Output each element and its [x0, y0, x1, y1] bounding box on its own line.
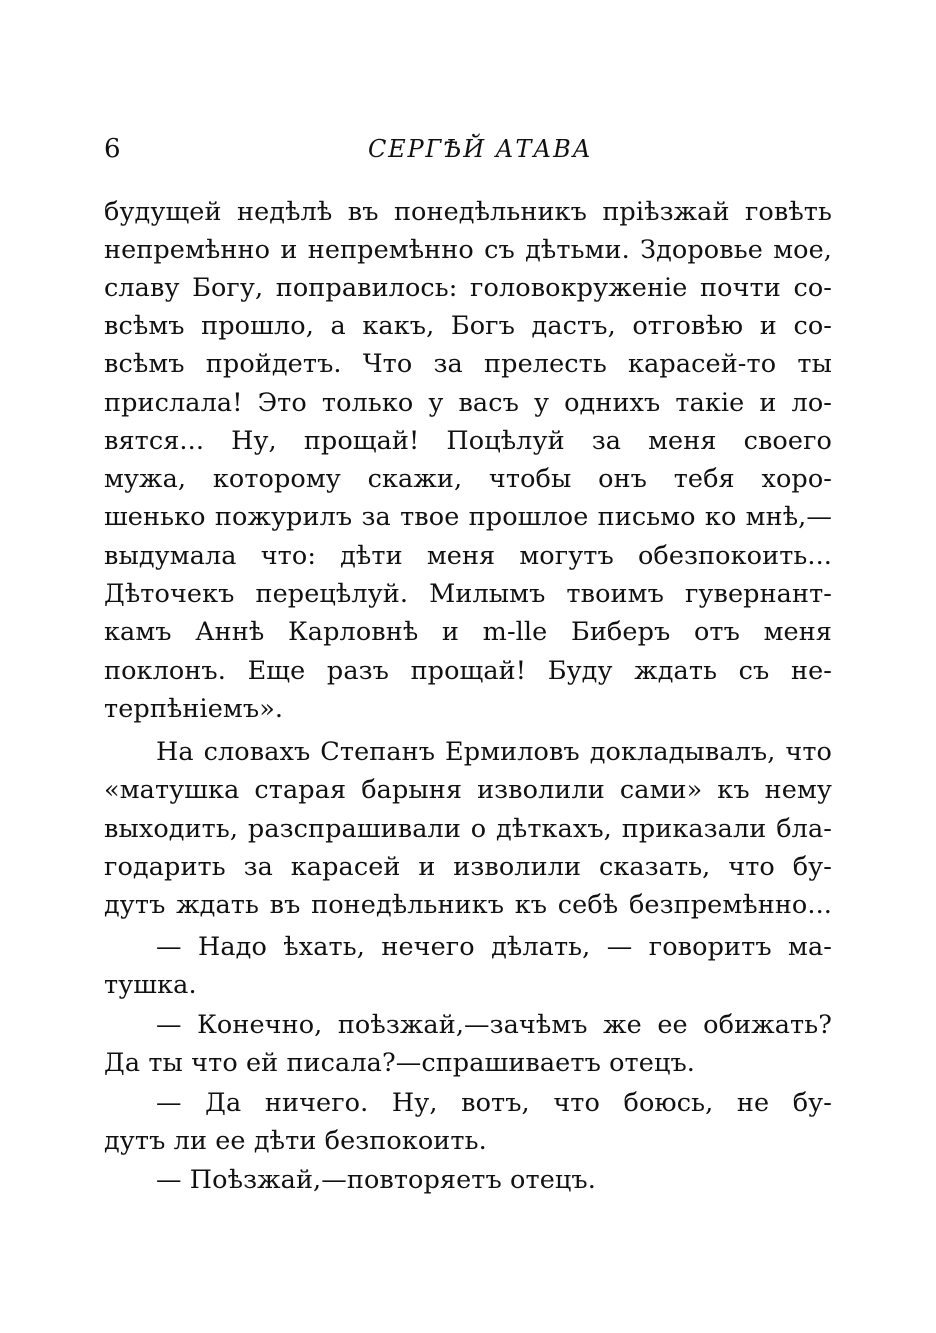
text-line: Да ты что ей писала?—спрашиваетъ отецъ. — [104, 1048, 695, 1078]
text-line: поклонъ. Еще разъ прощай! Буду ждать съ не- — [104, 656, 832, 686]
text-line: славу Богу, поправилось: головокруженіе почти со- — [104, 273, 832, 303]
text-line: камъ Аннѣ Карловнѣ и m-lle Биберъ отъ меня — [104, 617, 832, 647]
text-line: прислала! Это только у васъ у однихъ такіе и ло- — [104, 388, 832, 418]
text-line: шенько пожурилъ за твое прошлое письмо ко мнѣ,— — [104, 502, 832, 532]
text-line: «матушка старая барыня изволили сами» къ нему — [104, 775, 832, 805]
text-line: непремѣнно и непремѣнно съ дѣтьми. Здоровье мое, — [104, 235, 832, 265]
running-title: СЕРГѢЙ АТАВА — [368, 135, 593, 163]
text-line: всѣмъ прошло, а какъ, Богъ дастъ, отговѣю и со- — [104, 311, 832, 341]
text-line: всѣмъ пройдетъ. Что за прелесть карасей-то ты — [104, 349, 832, 379]
dialogue-line: — Да ничего. Ну, вотъ, что боюсь, не бу- — [156, 1088, 832, 1118]
page-number: 6 — [104, 134, 121, 164]
text-line: дутъ ли ее дѣти безпокоить. — [104, 1126, 487, 1156]
paragraph-first-line: На словахъ Степанъ Ермиловъ докладывалъ, что — [156, 737, 832, 767]
dialogue-line: — Надо ѣхать, нечего дѣлать, — говоритъ ма- — [156, 932, 832, 962]
text-line: выходить, разспрашивали о дѣткахъ, приказали бла- — [104, 814, 832, 844]
text-line: будущей недѣлѣ въ понедѣльникъ пріѣзжай говѣть — [104, 197, 832, 227]
text-line: тушка. — [104, 970, 197, 1000]
text-line: мужа, которому скажи, чтобы онъ тебя хоро- — [104, 464, 832, 494]
text-line: терпѣніемъ». — [104, 694, 284, 724]
text-line: дутъ ждать въ понедѣльникъ къ себѣ безпремѣнно... — [104, 890, 832, 920]
dialogue-line: — Поѣзжай,—повторяетъ отецъ. — [156, 1165, 596, 1195]
text-line: годарить за карасей и изволили сказать, что бу- — [104, 852, 832, 882]
text-line: вятся... Ну, прощай! Поцѣлуй за меня своего — [104, 426, 832, 456]
dialogue-line: — Конечно, поѣзжай,—зачѣмъ же ее обижать? — [156, 1010, 832, 1040]
text-line: выдумала что: дѣти меня могутъ обезпокоить... — [104, 541, 832, 571]
text-line: Дѣточекъ перецѣлуй. Милымъ твоимъ гувернант- — [104, 579, 832, 609]
